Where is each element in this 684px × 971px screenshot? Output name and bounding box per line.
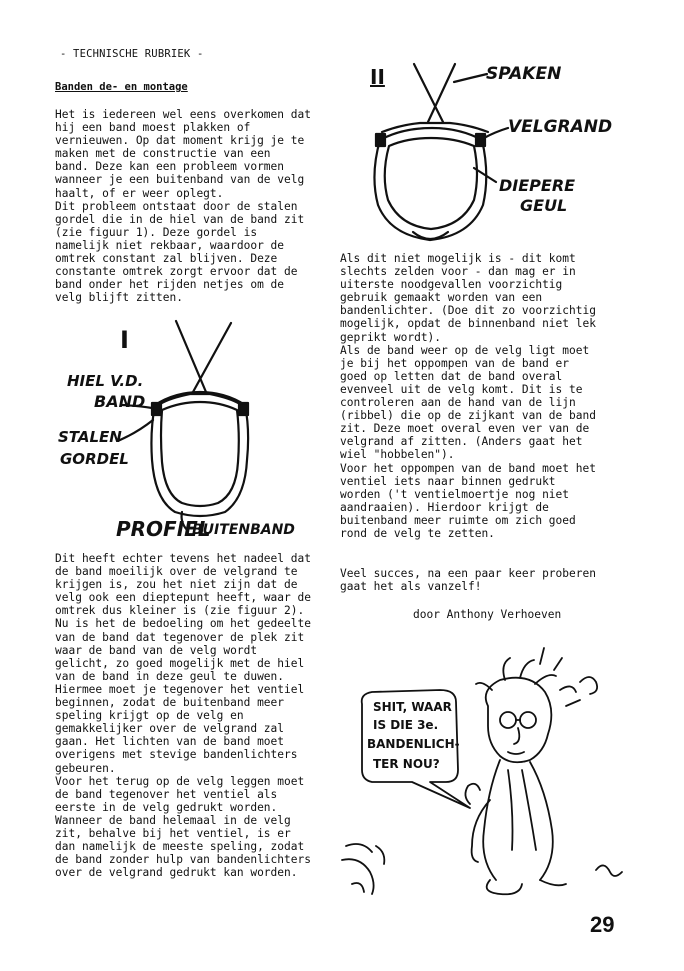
left-bottom-line: Dit heeft echter tevens het nadeel dat bbox=[55, 552, 311, 565]
right-line: evenveel uit de velg komt. Dit is te bbox=[340, 382, 583, 396]
left-bottom-line: eerste in de velg gedrukt worden. bbox=[55, 800, 278, 814]
speech-line-1: SHIT, WAAR bbox=[373, 700, 452, 714]
left-bottom-line: velg ook een dieptepunt heeft, waar de bbox=[55, 591, 311, 605]
left-top-line: Dit probleem ontstaat door de stalen bbox=[55, 199, 298, 213]
article-title: Banden de- en montage bbox=[55, 81, 188, 93]
left-bottom-line: Hiermee moet je tegenover het ventiel bbox=[55, 682, 305, 696]
page-number: 29 bbox=[590, 912, 615, 937]
left-bottom-line: gemakkelijker over de velgrand zal bbox=[55, 722, 285, 736]
left-bottom-line: Nu is het de bedoeling om het gedeelte bbox=[55, 617, 311, 631]
left-bottom-line: Wanneer de band helemaal in de velg bbox=[55, 813, 291, 827]
right-line: bandenlichter. (Doe dit zo voorzichtig bbox=[340, 304, 596, 318]
right-line: geprikt wordt). bbox=[340, 330, 442, 344]
right-line: uiterste noodgevallen voorzichtig bbox=[340, 278, 563, 292]
left-top-line: velg blijft zitten. bbox=[55, 291, 183, 305]
left-top-line: hij een band moest plakken of bbox=[55, 121, 251, 135]
right-line: goed op letten dat de band overal bbox=[340, 369, 563, 383]
left-top-line: band. Deze kan een probleem vormen bbox=[55, 160, 285, 174]
right-line: worden ('t ventielmoertje nog niet bbox=[340, 487, 570, 501]
left-top-line: omtrek constant zal blijven. Deze bbox=[55, 252, 278, 266]
byline: door Anthony Verhoeven bbox=[413, 608, 562, 621]
label-hiel: HIEL V.D. bbox=[67, 372, 144, 390]
right-line: Voor het oppompen van de band moet het bbox=[340, 461, 596, 475]
left-bottom-line: krijgen is, zou het niet zijn dat de bbox=[55, 578, 298, 592]
left-top-line: maken met de constructie van een bbox=[55, 147, 271, 161]
label-geul: GEUL bbox=[520, 196, 568, 215]
left-bottom-line: overigens met stevige bandenlichters bbox=[55, 748, 298, 762]
left-top-line: (zie figuur 1). Deze gordel is bbox=[55, 225, 258, 239]
left-bottom-line: over de velgrand gedrukt kan worden. bbox=[55, 866, 298, 880]
left-bottom-line: Voor het terug op de velg leggen moet bbox=[55, 774, 305, 788]
left-bottom-line: gaan. Het lichten van de band moet bbox=[55, 735, 285, 749]
right-line: zit. Deze moet overal even ver van de bbox=[340, 422, 590, 436]
left-bottom-line: de band zonder hulp van bandenlichters bbox=[55, 853, 311, 867]
label-velgrand: VELGRAND bbox=[508, 117, 613, 137]
label-profiel: PROFIEL bbox=[116, 517, 211, 541]
right-line: wiel "hobbelen"). bbox=[340, 448, 455, 462]
left-top-line: wanneer je een buitenband van de velg bbox=[55, 173, 305, 187]
right-line: je bij het oppompen van de band er bbox=[340, 356, 570, 370]
left-bottom-line: waar de band van de velg wordt bbox=[55, 643, 258, 657]
left-bottom-line: dan namelijk de meeste speling, zodat bbox=[55, 840, 305, 854]
right-line: ventiel iets naar binnen gedrukt bbox=[340, 474, 556, 488]
speech-line-4: TER NOU? bbox=[373, 757, 440, 771]
label-gordel: GORDEL bbox=[60, 450, 129, 468]
right-line: (ribbel) die op de zijkant van de band bbox=[340, 409, 596, 423]
label-stalen: STALEN bbox=[58, 428, 122, 446]
left-top-line: vernieuwen. Op dat moment krijg je te bbox=[55, 134, 305, 148]
right-line: slechts zelden voor - dan mag er in bbox=[340, 265, 576, 279]
right-line: aandraaien). Hierdoor krijgt de bbox=[340, 500, 549, 514]
left-bottom-line: van de band in deze geul te duwen. bbox=[55, 669, 285, 683]
left-bottom-line: gelicht, zo goed mogelijk met de hiel bbox=[55, 656, 305, 670]
left-bottom-line: omtrek dus kleiner is (zie figuur 2). bbox=[55, 604, 305, 618]
speech-line-2: IS DIE 3e. bbox=[373, 718, 439, 732]
right-line: buitenband meer ruimte om zich goed bbox=[340, 513, 576, 527]
right-line: controleren aan de hand van de lijn bbox=[340, 396, 576, 410]
right-line: Als de band weer op de velg ligt moet bbox=[340, 343, 590, 357]
left-bottom-line: de band tegenover het ventiel als bbox=[55, 787, 278, 801]
label-spaken: SPAKEN bbox=[486, 64, 562, 84]
left-bottom-line: zit, behalve bij het ventiel, is er bbox=[55, 826, 291, 840]
left-top-line: namelijk niet rekbaar, waardoor de bbox=[55, 238, 285, 252]
right-end-line: gaat het als vanzelf! bbox=[340, 580, 482, 594]
right-end-line: Veel succes, na een paar keer proberen bbox=[340, 567, 596, 580]
left-top-line: haalt, of er weer oplegt. bbox=[55, 186, 224, 200]
left-bottom-line: speling krijgt op de velg en bbox=[55, 709, 244, 723]
left-bottom-line: de band moeilijk over de velgrand te bbox=[55, 565, 298, 579]
right-line: velgrand af zitten. (Anders gaat het bbox=[340, 435, 583, 449]
left-top-line: constante omtrek zorgt ervoor dat de bbox=[55, 265, 298, 279]
left-bottom-line: gebeuren. bbox=[55, 761, 116, 775]
left-top-line: Het is iedereen wel eens overkomen dat bbox=[55, 108, 311, 121]
section-header: - TECHNISCHE RUBRIEK - bbox=[60, 48, 204, 60]
left-top-line: gordel die in de hiel van de band zit bbox=[55, 212, 305, 226]
left-bottom-line: van de band dat tegenover de plek zit bbox=[55, 630, 305, 644]
label-buitenband: BUITENBAND bbox=[192, 522, 295, 538]
right-line: rond de velg te zetten. bbox=[340, 526, 495, 540]
left-top-line: band onder het rijden netjes om de bbox=[55, 278, 285, 292]
right-line: mogelijk, opdat de binnenband niet lek bbox=[340, 317, 596, 331]
right-line: Als dit niet mogelijk is - dit komt bbox=[340, 252, 576, 265]
figure-1-number: I bbox=[120, 326, 129, 354]
right-line: gebruik gemaakt worden van een bbox=[340, 291, 543, 305]
figure-2-number: II bbox=[370, 65, 385, 89]
speech-line-3: BANDENLICH- bbox=[367, 737, 460, 751]
label-diepere: DIEPERE bbox=[499, 176, 576, 195]
label-band: BAND bbox=[94, 392, 146, 411]
left-bottom-line: beginnen, zodat de buitenband meer bbox=[55, 696, 285, 710]
